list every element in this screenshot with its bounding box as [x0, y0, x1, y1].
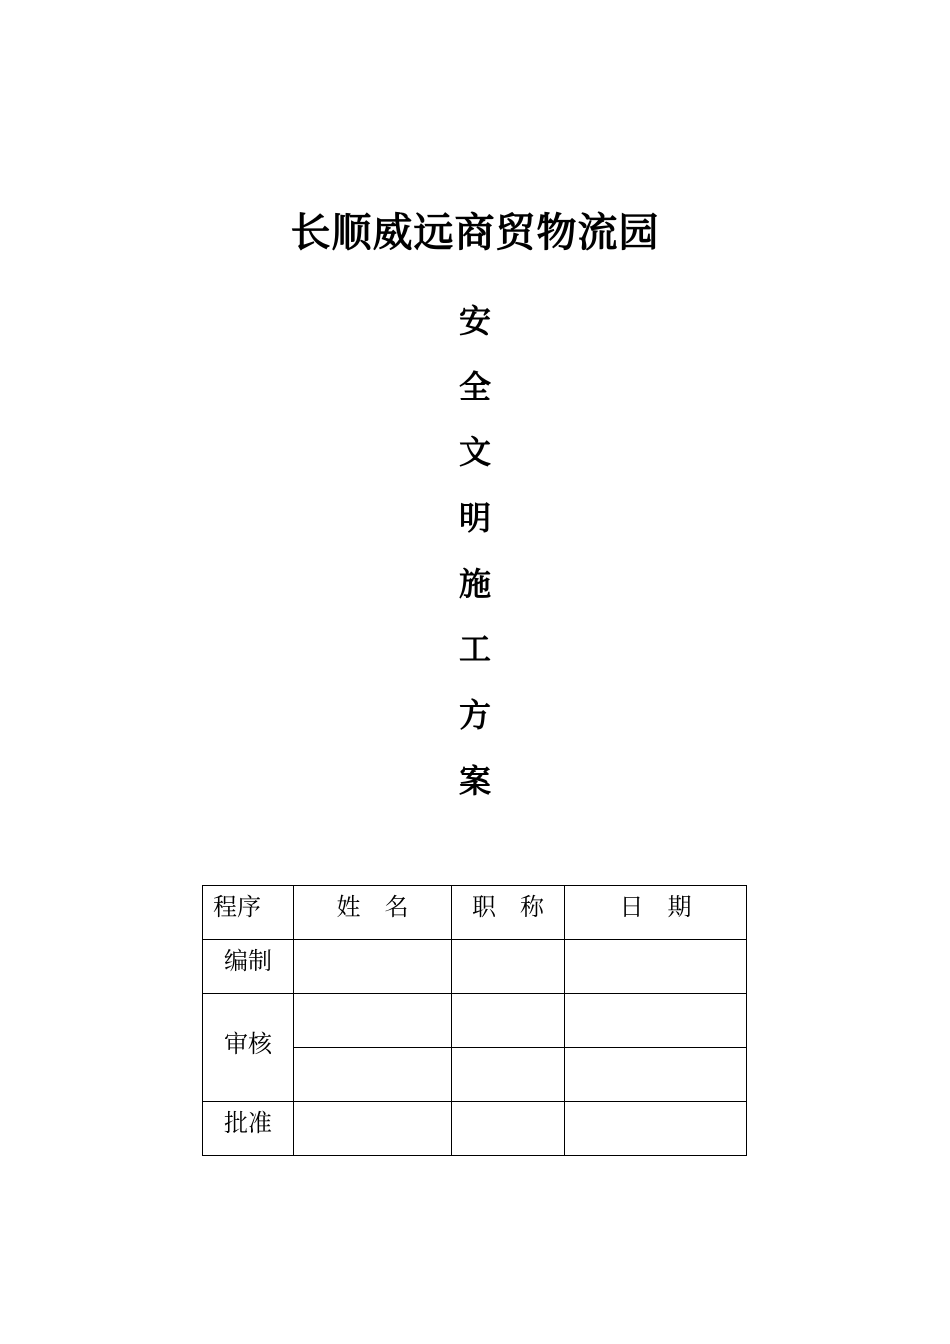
header-procedure: 程序	[203, 886, 294, 940]
name-cell[interactable]	[294, 940, 452, 994]
subtitle-char: 全	[458, 367, 491, 406]
subtitle-char: 案	[458, 761, 491, 800]
table-header-row	[203, 886, 747, 940]
name-cell[interactable]	[294, 1048, 452, 1102]
date-cell[interactable]	[565, 1102, 747, 1156]
table-row	[203, 1102, 747, 1156]
subtitle-char: 工	[458, 630, 491, 669]
subtitle-char: 安	[458, 302, 491, 340]
subtitle-char: 方	[458, 696, 491, 735]
table-row	[203, 994, 747, 1048]
date-cell[interactable]	[565, 940, 747, 994]
name-cell[interactable]	[294, 1102, 452, 1156]
row-label-compile: 编制	[203, 940, 294, 994]
title-cell[interactable]	[452, 940, 565, 994]
title-cell[interactable]	[452, 1048, 565, 1102]
document-title: 长顺威远商贸物流园	[290, 209, 660, 256]
header-date: 日 期	[565, 886, 747, 940]
name-cell[interactable]	[294, 994, 452, 1048]
approval-table	[202, 885, 747, 1156]
subtitle-char: 文	[458, 433, 491, 472]
date-cell[interactable]	[565, 1048, 747, 1102]
title-cell[interactable]	[452, 1102, 565, 1156]
date-cell[interactable]	[565, 994, 747, 1048]
row-label-approve: 批准	[203, 1102, 294, 1156]
header-name: 姓 名	[294, 886, 452, 940]
table-row	[203, 940, 747, 994]
subtitle-char: 施	[458, 564, 491, 603]
subtitle-char: 明	[458, 499, 491, 538]
vertical-subtitle	[425, 295, 525, 821]
title-cell[interactable]	[452, 994, 565, 1048]
header-title: 职 称	[452, 886, 565, 940]
row-label-review: 审核	[203, 994, 294, 1102]
